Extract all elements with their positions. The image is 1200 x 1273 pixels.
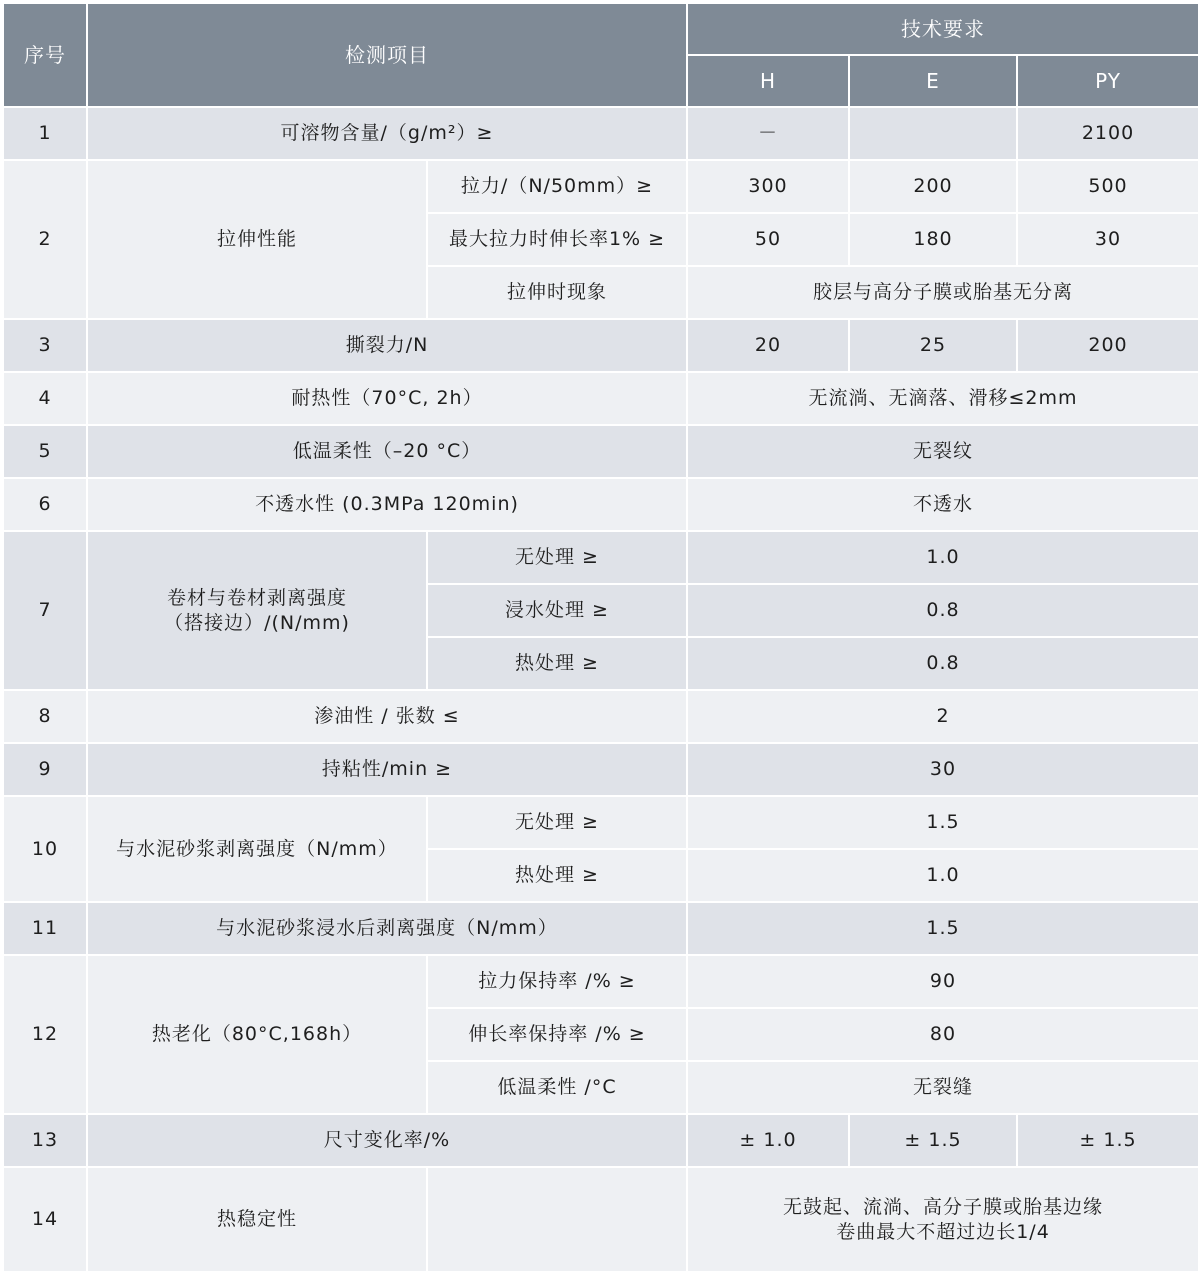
table-row	[3, 478, 1199, 531]
item-name: 低温柔性（–20 °C）	[87, 425, 687, 478]
header-seq: 序号	[3, 3, 87, 107]
table-row	[3, 425, 1199, 478]
row-number: 7	[3, 531, 87, 690]
value-merged: 1.5	[687, 796, 1199, 849]
row-number: 9	[3, 743, 87, 796]
value-merged: 1.0	[687, 849, 1199, 902]
sub-item: 无处理 ≥	[427, 531, 687, 584]
value-e: 180	[849, 213, 1017, 266]
row-number: 10	[3, 796, 87, 902]
table-row	[3, 372, 1199, 425]
item-name: 拉伸性能	[87, 160, 427, 319]
item-name: 卷材与卷材剥离强度 （搭接边）/(N/mm)	[87, 531, 427, 690]
value-merged: 30	[687, 743, 1199, 796]
value-merged: 不透水	[687, 478, 1199, 531]
value-e: 25	[849, 319, 1017, 372]
header-col-e: E	[849, 55, 1017, 107]
spec-table	[2, 2, 1200, 1273]
value-h: 50	[687, 213, 849, 266]
item-name: 持粘性/min ≥	[87, 743, 687, 796]
row-number: 11	[3, 902, 87, 955]
sub-item: 最大拉力时伸长率1% ≥	[427, 213, 687, 266]
sub-item: 拉力/（N/50mm）≥	[427, 160, 687, 213]
item-name: 可溶物含量/（g/m²）≥	[87, 107, 687, 160]
value-h: 300	[687, 160, 849, 213]
sub-item: 低温柔性 /°C	[427, 1061, 687, 1114]
header-col-py: PY	[1017, 55, 1199, 107]
table-row	[3, 319, 1199, 372]
value-merged: 无裂纹	[687, 425, 1199, 478]
item-name: 不透水性 (0.3MPa 120min)	[87, 478, 687, 531]
value-merged: 1.5	[687, 902, 1199, 955]
value-e	[849, 107, 1017, 160]
item-name: 与水泥砂浆剥离强度（N/mm）	[87, 796, 427, 902]
item-name: 热老化（80°C,168h）	[87, 955, 427, 1114]
value-merged: 2	[687, 690, 1199, 743]
row-number: 12	[3, 955, 87, 1114]
value-merged: 1.0	[687, 531, 1199, 584]
table-row	[3, 796, 1199, 849]
item-name: 热稳定性	[87, 1167, 427, 1272]
table-row	[3, 1167, 1199, 1272]
header-col-h: H	[687, 55, 849, 107]
value-merged: 0.8	[687, 584, 1199, 637]
value-py: 500	[1017, 160, 1199, 213]
sub-item: 热处理 ≥	[427, 637, 687, 690]
table-row	[3, 902, 1199, 955]
sub-item: 拉伸时现象	[427, 266, 687, 319]
row-number: 14	[3, 1167, 87, 1272]
value-e: ± 1.5	[849, 1114, 1017, 1167]
row-number: 1	[3, 107, 87, 160]
value-merged: 无流淌、无滴落、滑移≤2mm	[687, 372, 1199, 425]
table-row	[3, 160, 1199, 213]
table-row	[3, 1114, 1199, 1167]
value-merged: 胶层与高分子膜或胎基无分离	[687, 266, 1199, 319]
sub-item-empty	[427, 1167, 687, 1272]
row-number: 13	[3, 1114, 87, 1167]
value-h: －	[687, 107, 849, 160]
item-name: 尺寸变化率/%	[87, 1114, 687, 1167]
value-py: 30	[1017, 213, 1199, 266]
sub-item: 浸水处理 ≥	[427, 584, 687, 637]
value-h: 20	[687, 319, 849, 372]
sub-item: 热处理 ≥	[427, 849, 687, 902]
value-merged: 0.8	[687, 637, 1199, 690]
table-row	[3, 743, 1199, 796]
table-row	[3, 955, 1199, 1008]
row-number: 4	[3, 372, 87, 425]
header-item: 检测项目	[87, 3, 687, 107]
value-py: ± 1.5	[1017, 1114, 1199, 1167]
value-merged: 无裂缝	[687, 1061, 1199, 1114]
table-row	[3, 107, 1199, 160]
value-merged: 无鼓起、流淌、高分子膜或胎基边缘 卷曲最大不超过边长1/4	[687, 1167, 1199, 1272]
value-py: 2100	[1017, 107, 1199, 160]
item-name: 与水泥砂浆浸水后剥离强度（N/mm）	[87, 902, 687, 955]
row-number: 3	[3, 319, 87, 372]
table-row	[3, 690, 1199, 743]
item-name: 渗油性 / 张数 ≤	[87, 690, 687, 743]
header-tech: 技术要求	[687, 3, 1199, 55]
row-number: 5	[3, 425, 87, 478]
row-number: 8	[3, 690, 87, 743]
sub-item: 拉力保持率 /% ≥	[427, 955, 687, 1008]
row-number: 2	[3, 160, 87, 319]
sub-item: 伸长率保持率 /% ≥	[427, 1008, 687, 1061]
value-merged: 80	[687, 1008, 1199, 1061]
item-name: 耐热性（70°C, 2h）	[87, 372, 687, 425]
item-name: 撕裂力/N	[87, 319, 687, 372]
row-number: 6	[3, 478, 87, 531]
table-row	[3, 531, 1199, 584]
value-py: 200	[1017, 319, 1199, 372]
value-merged: 90	[687, 955, 1199, 1008]
value-e: 200	[849, 160, 1017, 213]
value-h: ± 1.0	[687, 1114, 849, 1167]
sub-item: 无处理 ≥	[427, 796, 687, 849]
